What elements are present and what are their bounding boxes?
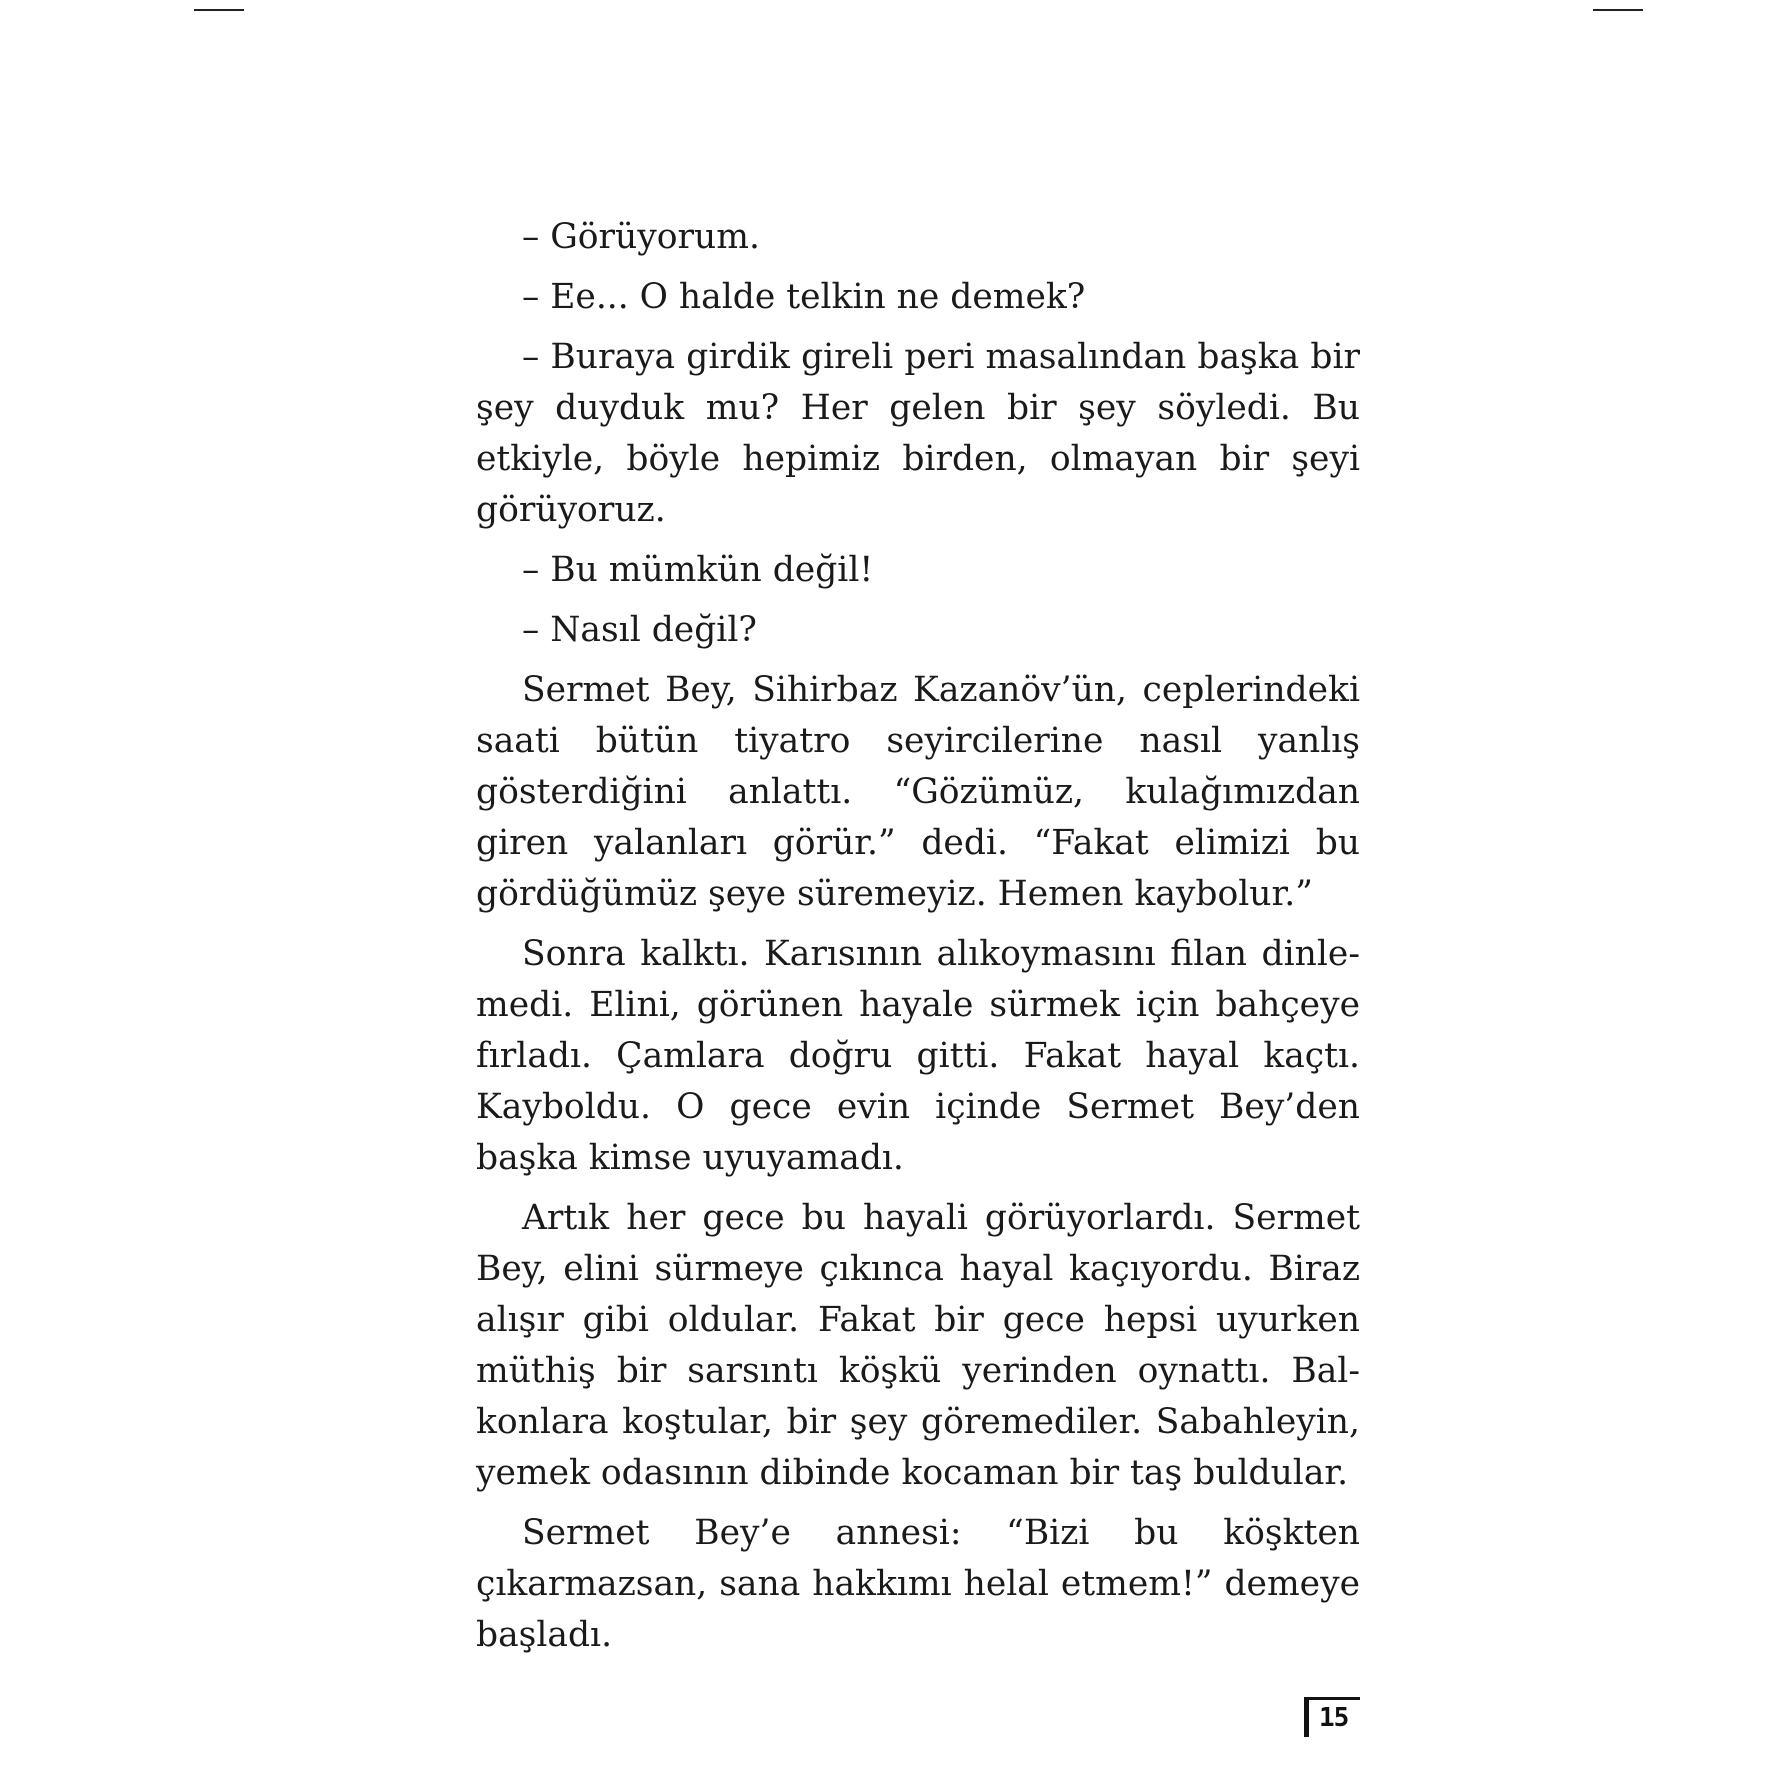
dialog-line: – Ee... O halde telkin ne demek? (522, 277, 1086, 317)
dialog-line: – Bu mümkün değil! (522, 550, 874, 590)
crop-mark-right (1593, 9, 1643, 11)
body-text (476, 212, 1360, 1670)
folio-rule-vertical (1304, 1697, 1309, 1737)
page-number: 15 (1319, 1703, 1349, 1733)
crop-mark-left (194, 9, 244, 11)
dialog-line: – Görüyorum. (522, 217, 760, 257)
dialog-line: – Nasıl değil? (522, 610, 757, 650)
paragraph: Sonra kalktı. Karısının alıkoymasını filan dinlemedi. Elini, görünen hayale sürmek için bahçeye fırladı. Çamlara doğru gitti. Fakat hayal kaçtı. Kayboldu. O gece evin içinde Sermet Bey’den başka kimse uyuyamadı. (476, 934, 1360, 1178)
paragraph: Sermet Bey’e annesi: “Bizi bu köşkten çıkarmazsan, sana hakkımı helal etmem!” demeye başladı. (476, 1513, 1360, 1655)
dialog-paragraph: – Buraya girdik gireli peri masalından başka bir şey duyduk mu? Her gelen bir şey söyledi. Bu etkiyle, böyle hepimiz birden, olmayan bir şeyi görüyoruz. (476, 337, 1360, 530)
page-number-marker (1304, 1697, 1360, 1737)
folio-rule-horizontal (1304, 1697, 1360, 1700)
paragraph: Artık her gece bu hayali görüyorlardı. Sermet Bey, elini sürmeye çıkınca hayal kaçıyordu. Biraz alışır gibi oldular. Fakat bir gece hepsi uyurken müthiş bir sarsıntı köşkü yerinden oynattı. Balkonlara koştular, bir şey göremediler. Sabahleyin, yemek odasının dibinde kocaman bir taş buldular. (476, 1198, 1360, 1493)
paragraph: Sermet Bey, Sihirbaz Kazanöv’ün, ceplerindeki saati bütün tiyatro seyircilerine nasıl yanlış gösterdiğini anlattı. “Gözümüz, kulağımızdan giren yalanları görür.” dedi. “Fakat elimizi bu gördüğümüz şeye süremeyiz. Hemen kaybolur.” (476, 670, 1360, 914)
